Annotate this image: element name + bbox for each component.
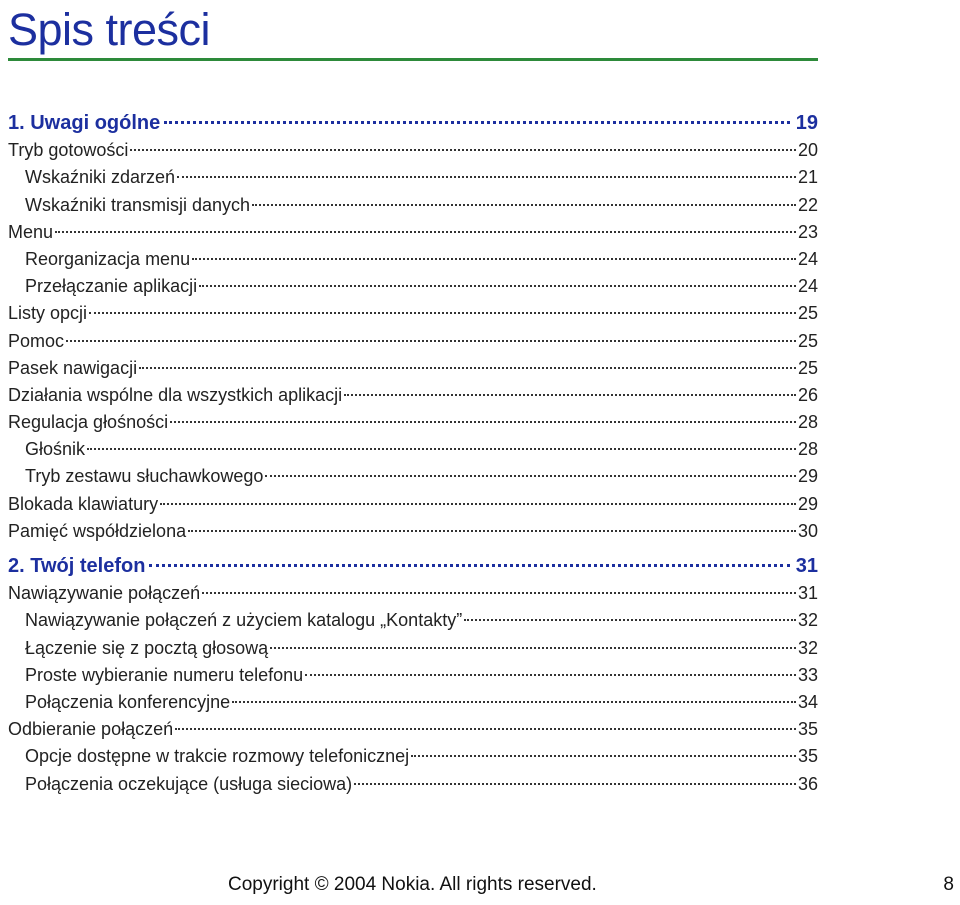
toc-entry-label: Listy opcji (8, 303, 88, 324)
toc-entry-label: 2. Twój telefon (8, 555, 146, 577)
dot-leader (192, 258, 796, 260)
toc-entry-label: Regulacja głośności (8, 412, 169, 433)
toc-entry[interactable] (8, 771, 818, 798)
toc-entry-label: Opcje dostępne w trakcie rozmowy telefonicznej (25, 746, 410, 767)
toc-entry[interactable] (8, 662, 818, 689)
toc-entry-page: 29 (797, 466, 818, 487)
toc-entry[interactable] (8, 246, 818, 273)
toc-chapter-entry[interactable] (8, 110, 818, 137)
toc-entry-page: 36 (797, 773, 818, 794)
dot-leader (87, 448, 796, 450)
toc-entry[interactable] (8, 580, 818, 607)
toc-entry[interactable] (8, 716, 818, 743)
title-divider (8, 58, 818, 61)
dot-leader (411, 755, 796, 757)
toc-entry[interactable] (8, 219, 818, 246)
dot-leader (265, 475, 796, 477)
toc-entry-label: 1. Uwagi ogólne (8, 112, 161, 134)
toc-entry-label: Nawiązywanie połączeń z użyciem katalogu „Kontakty” (25, 610, 463, 631)
toc-entry[interactable] (8, 300, 818, 327)
toc-entry-page: 35 (797, 719, 818, 740)
toc-entry[interactable] (8, 436, 818, 463)
toc-entry-page: 20 (797, 140, 818, 161)
toc-entry-label: Połączenia konferencyjne (25, 691, 231, 712)
toc-entry[interactable] (8, 382, 818, 409)
dot-leader (354, 783, 796, 785)
toc-entry-page: 29 (797, 493, 818, 514)
toc-entry-label: Proste wybieranie numeru telefonu (25, 664, 304, 685)
dot-leader (188, 530, 796, 532)
dot-leader (55, 231, 796, 233)
toc-entry-page: 24 (797, 276, 818, 297)
toc-entry-page: 23 (797, 221, 818, 242)
toc-chapter-entry[interactable] (8, 553, 818, 580)
page-number: 8 (943, 874, 954, 895)
toc-entry[interactable] (8, 463, 818, 490)
toc-entry[interactable] (8, 355, 818, 382)
toc-entry[interactable] (8, 491, 818, 518)
toc-entry-label: Pomoc (8, 330, 65, 351)
toc-entry[interactable] (8, 689, 818, 716)
toc-entry-page: 25 (797, 357, 818, 378)
dot-leader (139, 367, 796, 369)
toc-entry-label: Blokada klawiatury (8, 493, 159, 514)
toc-entry[interactable] (8, 409, 818, 436)
dot-leader (199, 285, 796, 287)
dot-leader (252, 204, 796, 206)
toc-entry[interactable] (8, 743, 818, 770)
toc-entry[interactable] (8, 328, 818, 355)
toc-entry[interactable] (8, 164, 818, 191)
toc-entry-page: 31 (797, 583, 818, 604)
toc-entry[interactable] (8, 273, 818, 300)
dot-leader (202, 592, 796, 594)
toc-entry-label: Połączenia oczekujące (usługa sieciowa) (25, 773, 353, 794)
toc-entry-label: Menu (8, 221, 54, 242)
dot-leader (464, 619, 796, 621)
toc-entry[interactable] (8, 635, 818, 662)
dot-leader (344, 394, 796, 396)
dot-leader (175, 728, 796, 730)
toc-entry-page: 30 (797, 520, 818, 541)
toc-entry-label: Wskaźniki zdarzeń (25, 167, 176, 188)
toc-entry-page: 24 (797, 248, 818, 269)
dot-leader (130, 149, 796, 151)
dot-leader (160, 503, 796, 505)
toc-entry-page: 35 (797, 746, 818, 767)
toc-entry-page: 28 (797, 412, 818, 433)
toc-entry-label: Pasek nawigacji (8, 357, 138, 378)
page-title: Spis treści (8, 4, 211, 55)
toc-entry[interactable] (8, 137, 818, 164)
page-footer (0, 874, 960, 902)
toc-entry-page: 28 (797, 439, 818, 460)
toc-entry-page: 31 (795, 555, 818, 577)
dot-leader (170, 421, 796, 423)
toc-entry-page: 33 (797, 664, 818, 685)
toc-entry-label: Tryb gotowości (8, 140, 129, 161)
dot-leader (149, 564, 789, 567)
toc-entry-page: 22 (797, 194, 818, 215)
dot-leader (89, 312, 796, 314)
toc-entry-page: 26 (797, 384, 818, 405)
dot-leader (270, 647, 796, 649)
toc-entry[interactable] (8, 518, 818, 545)
copyright-notice: Copyright © 2004 Nokia. All rights reserved. (228, 874, 597, 895)
dot-leader (305, 674, 796, 676)
dot-leader (66, 340, 796, 342)
toc-entry-label: Reorganizacja menu (25, 248, 191, 269)
toc-entry-page: 32 (797, 637, 818, 658)
dot-leader (164, 121, 790, 124)
toc-entry-label: Głośnik (25, 439, 86, 460)
toc-entry-label: Działania wspólne dla wszystkich aplikacji (8, 384, 343, 405)
dot-leader (177, 176, 796, 178)
toc-entry[interactable] (8, 192, 818, 219)
toc-entry-page: 19 (795, 112, 818, 134)
toc-entry-label: Łączenie się z pocztą głosową (25, 637, 269, 658)
toc-entry-label: Tryb zestawu słuchawkowego (25, 466, 264, 487)
toc-entry-label: Odbieranie połączeń (8, 719, 174, 740)
toc-entry-label: Pamięć współdzielona (8, 520, 187, 541)
toc-entry-label: Nawiązywanie połączeń (8, 583, 201, 604)
toc-entry-label: Wskaźniki transmisji danych (25, 194, 251, 215)
toc-entry-page: 34 (797, 691, 818, 712)
toc-entry-page: 32 (797, 610, 818, 631)
table-of-contents (8, 110, 818, 798)
toc-entry-page: 25 (797, 330, 818, 351)
toc-entry-page: 25 (797, 303, 818, 324)
toc-entry[interactable] (8, 607, 818, 634)
toc-entry-page: 21 (797, 167, 818, 188)
toc-entry-label: Przełączanie aplikacji (25, 276, 198, 297)
dot-leader (232, 701, 796, 703)
